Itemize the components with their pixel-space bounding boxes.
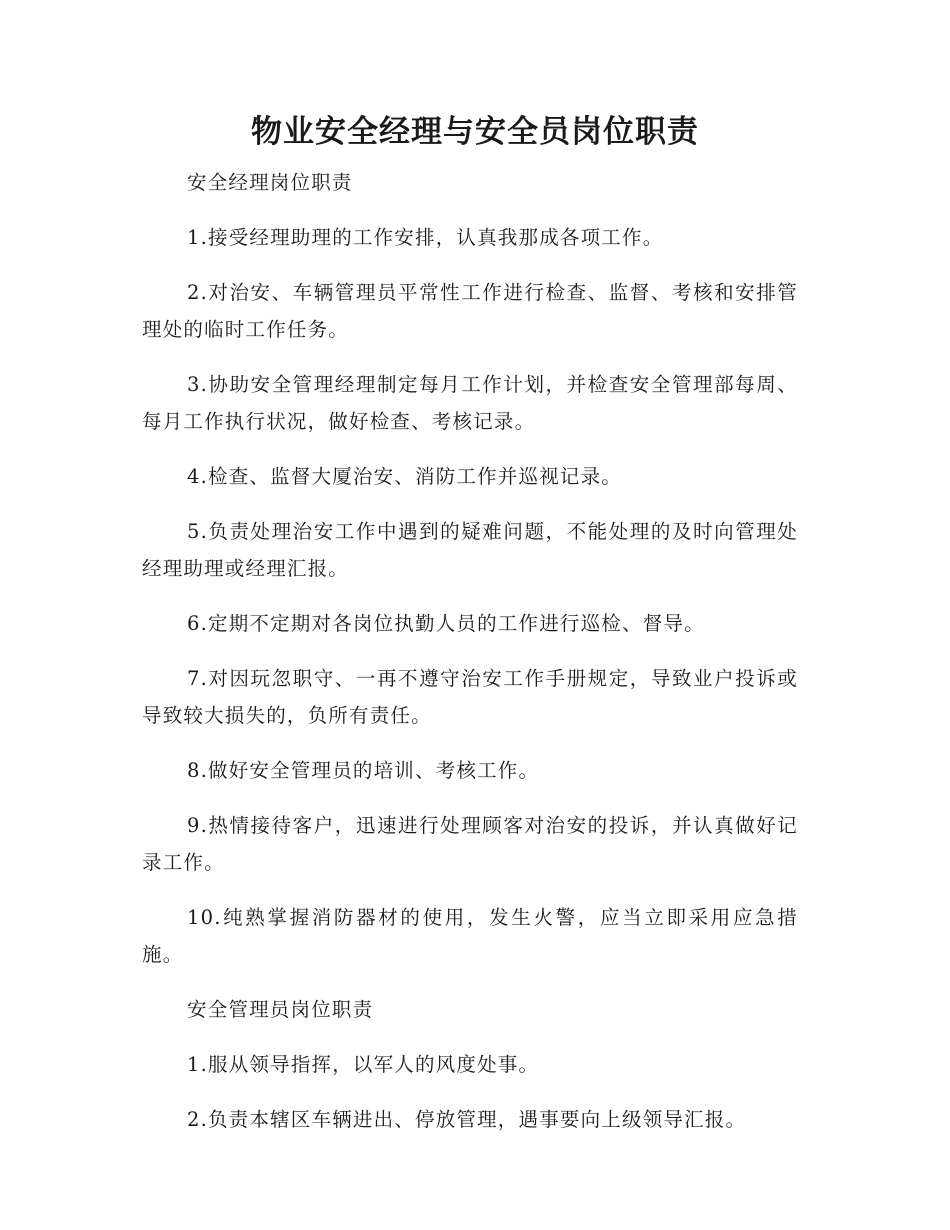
duty-item: 7.对因玩忽职守、一再不遵守治安工作手册规定，导致业户投诉或导致较大损失的，负所有责任。: [142, 667, 798, 727]
duty-item: 5.负责处理治安工作中遇到的疑难问题，不能处理的及时向管理处经理助理或经理汇报。: [142, 520, 798, 580]
document-title: 物业安全经理与安全员岗位职责: [251, 114, 699, 150]
document-body: [142, 164, 798, 1156]
duty-item: 1.服从领导指挥，以军人的风度处事。: [187, 1053, 540, 1076]
duty-item: 3.协助安全管理经理制定每月工作计划，并检查安全管理部每周、每月工作执行状况，做好检查、考核记录。: [142, 373, 798, 433]
section-heading-safety-manager: 安全经理岗位职责: [187, 171, 353, 194]
duty-item: 1.接受经理助理的工作安排，认真我那成各项工作。: [187, 226, 664, 249]
section-heading-safety-officer: 安全管理员岗位职责: [187, 998, 374, 1021]
duty-item: 10.纯熟掌握消防器材的使用，发生火警，应当立即采用应急措施。: [142, 906, 798, 966]
duty-item: 2.负责本辖区车辆进出、停放管理，遇事要向上级领导汇报。: [187, 1108, 747, 1131]
duty-item: 4.检查、监督大厦治安、消防工作并巡视记录。: [187, 465, 623, 488]
duty-item: 2.对治安、车辆管理员平常性工作进行检查、监督、考核和安排管理处的临时工作任务。: [142, 281, 798, 341]
duty-item: 8.做好安全管理员的培训、考核工作。: [187, 759, 540, 782]
duty-item: 6.定期不定期对各岗位执勤人员的工作进行巡检、督导。: [187, 612, 705, 635]
duty-item: 9.热情接待客户，迅速进行处理顾客对治安的投诉，并认真做好记录工作。: [142, 814, 798, 874]
